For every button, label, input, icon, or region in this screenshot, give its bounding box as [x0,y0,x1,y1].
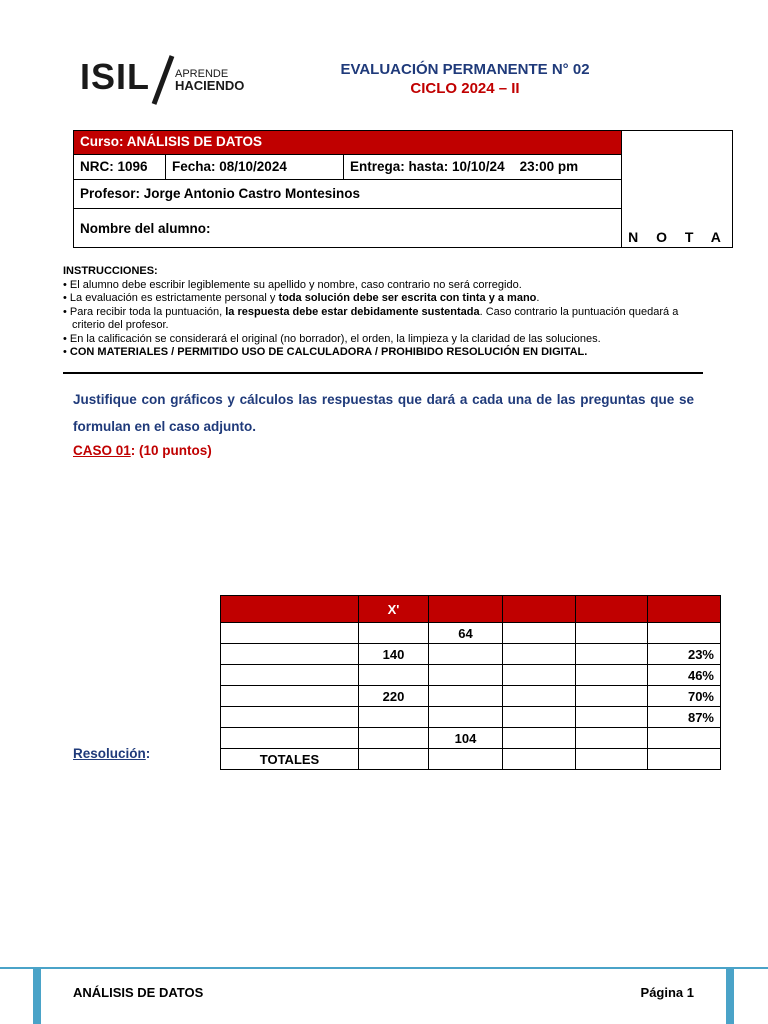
table-cell [359,728,429,749]
footer-page-number: Página 1 [640,985,694,1000]
isil-logo [80,52,250,108]
data-table [220,595,721,770]
instruction-item: • La evaluación es estrictamente personal y toda solución debe ser escrita con tinta y a mano. [63,292,540,304]
table-cell [221,728,359,749]
instructions [63,265,703,360]
exam-title: EVALUACIÓN PERMANENTE N° 02 [340,61,590,78]
table-cell [503,644,576,665]
table-cell [576,728,648,749]
table-header-cell [648,596,721,623]
table-cell: 23% [648,644,721,665]
logo-tagline [175,68,244,92]
date-cell: Fecha: 08/10/2024 [166,155,344,180]
table-row [221,644,721,665]
table-cell: 104 [429,728,503,749]
table-row [221,665,721,686]
logo-tagline-bottom: HACIENDO [175,78,245,93]
instructions-paragraph: Justifique con gráficos y cálculos las respuestas que dará a cada una de las preguntas que se formulan en el caso adjunto. [73,392,694,434]
table-cell: 220 [359,686,429,707]
student-name-field: Nombre del alumno: [80,221,211,236]
table-header-cell: X' [359,596,429,623]
table-cell: TOTALES [221,749,359,770]
instruction-item: • Para recibir toda la puntuación, la respuesta debe estar debidamente sustentada. Caso contrario la puntuación quedará a criterio del profesor. [63,305,679,331]
table-cell [429,644,503,665]
instruction-item: • El alumno debe escribir legiblemente su apellido y nombre, caso contrario no será corregido. [63,278,522,291]
delivery-cell: Entrega: hasta: 10/10/24 23:00 pm [350,159,579,174]
case-title: CASO 01: (10 puntos) [73,443,212,458]
instruction-item: • CON MATERIALES / PERMITIDO USO DE CALCULADORA / PROHIBIDO RESOLUCIÓN EN DIGITAL. [63,346,588,358]
table-cell: 46% [648,665,721,686]
table-row [221,623,721,644]
table-cell [221,707,359,728]
resolution-label: Resolución: [73,746,151,761]
footer-course: ANÁLISIS DE DATOS [73,985,204,1000]
professor-row: Profesor: Jorge Antonio Castro Montesinos [74,180,621,209]
table-cell [359,623,429,644]
logo-slash-icon [150,54,176,106]
table-cell [648,728,721,749]
table-cell [576,644,648,665]
table-cell [576,665,648,686]
table-cell: 64 [429,623,503,644]
table-cell [429,707,503,728]
table-cell [503,623,576,644]
table-header-cell [221,596,359,623]
table-cell [429,665,503,686]
table-cell: 70% [648,686,721,707]
table-cell [503,749,576,770]
table-cell [648,749,721,770]
table-cell [221,665,359,686]
nrc-cell: NRC: 1096 [74,155,166,180]
instructions-heading: INSTRUCCIONES: [63,265,158,277]
footer-left-accent [33,968,41,1024]
table-cell [576,623,648,644]
table-cell [503,665,576,686]
exam-cycle: CICLO 2024 – II [410,80,520,97]
table-row [221,707,721,728]
table-cell [221,686,359,707]
table-header-row [221,596,721,623]
table-cell [359,665,429,686]
divider [63,372,703,374]
table-cell [221,644,359,665]
table-cell [221,623,359,644]
table-cell [648,623,721,644]
table-cell [503,728,576,749]
table-header-cell [503,596,576,623]
table-cell [576,749,648,770]
table-row [221,686,721,707]
table-row [221,749,721,770]
table-header-cell [576,596,648,623]
table-cell [429,749,503,770]
logo-tagline-top: APRENDE [175,68,229,80]
footer-right-accent [726,968,734,1024]
table-cell [503,686,576,707]
table-cell [359,749,429,770]
table-cell: 87% [648,707,721,728]
logo-brand: ISIL [80,56,151,97]
table-cell [576,686,648,707]
table-cell [359,707,429,728]
table-cell [576,707,648,728]
nrc-row [74,155,621,180]
grade-label: N O T A [628,229,728,245]
course-row: Curso: ANÁLISIS DE DATOS [74,131,621,155]
info-box [73,130,733,248]
table-row [221,728,721,749]
table-cell [503,707,576,728]
instruction-item: • En la calificación se considerará el original (no borrador), el orden, la limpieza y la claridad de las soluciones. [63,332,601,345]
table-cell [429,686,503,707]
table-header-cell [429,596,503,623]
footer-bar [0,967,768,969]
table-cell: 140 [359,644,429,665]
